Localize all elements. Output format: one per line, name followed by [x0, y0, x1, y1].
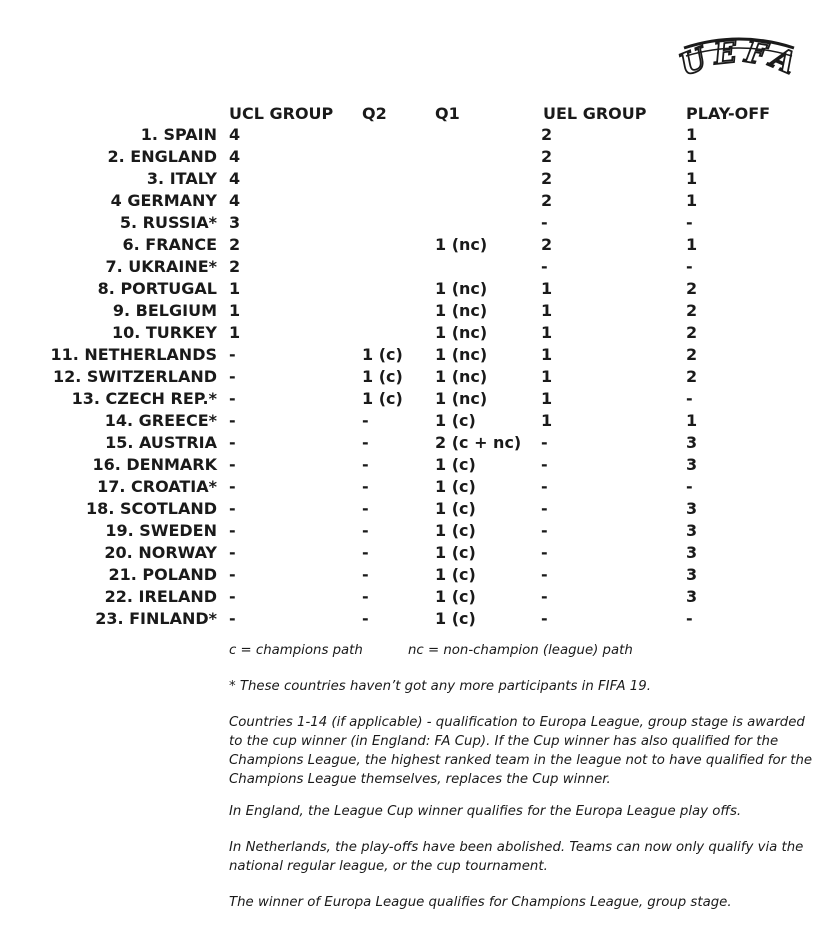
- country-name: 13. CZECH REP.*: [71, 389, 217, 408]
- country-name: 22. IRELAND: [104, 587, 217, 606]
- table-row: [0, 564, 840, 586]
- legend-champions: c = champions path: [229, 643, 363, 658]
- uel-group-cell: -: [541, 257, 548, 276]
- table-row: [0, 256, 840, 278]
- q2-cell: -: [362, 477, 369, 496]
- play-off-cell: -: [686, 213, 693, 232]
- ucl-group-cell: 4: [229, 125, 241, 144]
- play-off-cell: 2: [686, 323, 698, 342]
- q1-cell: 1 (nc): [435, 301, 488, 320]
- uel-group-cell: 1: [541, 279, 553, 298]
- ucl-group-cell: 4: [229, 169, 241, 188]
- legend: [229, 641, 814, 660]
- q1-cell: 1 (c): [435, 455, 476, 474]
- table-row: [0, 212, 840, 234]
- table-row: [0, 322, 840, 344]
- uel-group-cell: 2: [541, 147, 553, 166]
- play-off-cell: -: [686, 477, 693, 496]
- country-name: 10. TURKEY: [111, 323, 217, 342]
- ucl-group-cell: -: [229, 455, 236, 474]
- country-name: 2. ENGLAND: [107, 147, 217, 166]
- country-name: 17. CROATIA*: [97, 477, 217, 496]
- ucl-group-cell: -: [229, 499, 236, 518]
- uel-group-cell: -: [541, 433, 548, 452]
- q2-cell: -: [362, 499, 369, 518]
- ucl-group-cell: -: [229, 543, 236, 562]
- play-off-cell: -: [686, 257, 693, 276]
- q1-cell: 1 (nc): [435, 279, 488, 298]
- country-name: 9. BELGIUM: [112, 301, 217, 320]
- country-name: 19. SWEDEN: [105, 521, 217, 540]
- note-countries-1-14: Countries 1-14 (if applicable) - qualification to Europa League, group stage is awarded to the cup winner (in England: FA Cup). If the Cup winner has also qualified for the Champions League, the highest ranked team in the league not to have qualified for the Champions League themselves, replaces the Cup winner.: [229, 715, 813, 787]
- note-europa-winner: The winner of Europa League qualifies for Champions League, group stage.: [229, 895, 732, 910]
- country-name: 5. RUSSIA*: [119, 213, 217, 232]
- allocation-table: [0, 124, 840, 630]
- header-ucl-group: UCL GROUP: [229, 104, 334, 123]
- q2-cell: -: [362, 543, 369, 562]
- q2-cell: -: [362, 609, 369, 628]
- q2-cell: -: [362, 565, 369, 584]
- ucl-group-cell: -: [229, 433, 236, 452]
- table-row: [0, 190, 840, 212]
- play-off-cell: 2: [686, 301, 698, 320]
- ucl-group-cell: -: [229, 367, 236, 386]
- q2-cell: 1 (c): [362, 345, 403, 364]
- legend-non-champion: nc = non-champion (league) path: [408, 643, 633, 658]
- play-off-cell: 3: [686, 455, 698, 474]
- table-row: [0, 498, 840, 520]
- play-off-cell: 3: [686, 543, 698, 562]
- q1-cell: 1 (nc): [435, 345, 488, 364]
- q1-cell: 2 (c + nc): [435, 433, 522, 452]
- header-play-off: PLAY-OFF: [686, 104, 771, 123]
- ucl-group-cell: -: [229, 345, 236, 364]
- q1-cell: 1 (c): [435, 587, 476, 606]
- table-row: [0, 366, 840, 388]
- q2-cell: -: [362, 521, 369, 540]
- ucl-group-cell: -: [229, 521, 236, 540]
- q2-cell: -: [362, 433, 369, 452]
- country-name: 18. SCOTLAND: [86, 499, 217, 518]
- country-name: 15. AUSTRIA: [105, 433, 217, 452]
- q2-cell: 1 (c): [362, 389, 403, 408]
- q1-cell: 1 (c): [435, 521, 476, 540]
- header-uel-group: UEL GROUP: [543, 104, 647, 123]
- uel-group-cell: 2: [541, 191, 553, 210]
- play-off-cell: 2: [686, 367, 698, 386]
- country-name: 11. NETHERLANDS: [50, 345, 217, 364]
- ucl-group-cell: 2: [229, 235, 241, 254]
- country-name: 23. FINLAND*: [95, 609, 217, 628]
- q2-cell: -: [362, 411, 369, 430]
- q1-cell: 1 (c): [435, 477, 476, 496]
- country-name: 20. NORWAY: [104, 543, 217, 562]
- ucl-group-cell: -: [229, 389, 236, 408]
- table-row: [0, 300, 840, 322]
- country-name: 1. SPAIN: [140, 125, 217, 144]
- country-name: 6. FRANCE: [122, 235, 217, 254]
- q1-cell: 1 (nc): [435, 389, 488, 408]
- country-name: 8. PORTUGAL: [97, 279, 217, 298]
- uel-group-cell: 2: [541, 235, 553, 254]
- ucl-group-cell: -: [229, 411, 236, 430]
- note-star: * These countries haven’t got any more participants in FIFA 19.: [229, 679, 651, 694]
- uel-group-cell: 2: [541, 125, 553, 144]
- play-off-cell: 1: [686, 191, 698, 210]
- uel-group-cell: 1: [541, 301, 553, 320]
- q1-cell: 1 (c): [435, 609, 476, 628]
- table-row: [0, 124, 840, 146]
- q1-cell: 1 (c): [435, 565, 476, 584]
- uel-group-cell: 1: [541, 323, 553, 342]
- q1-cell: 1 (nc): [435, 367, 488, 386]
- uefa-logo: [664, 36, 814, 96]
- country-name: 21. POLAND: [108, 565, 217, 584]
- ucl-group-cell: -: [229, 587, 236, 606]
- play-off-cell: 3: [686, 499, 698, 518]
- ucl-group-cell: 4: [229, 147, 241, 166]
- play-off-cell: 2: [686, 345, 698, 364]
- play-off-cell: 3: [686, 565, 698, 584]
- q1-cell: 1 (c): [435, 499, 476, 518]
- table-row: [0, 344, 840, 366]
- note-netherlands: In Netherlands, the play-offs have been abolished. Teams can now only qualify via the national regular league, or the cup tournament.: [229, 840, 804, 874]
- table-row: [0, 520, 840, 542]
- table-row: [0, 410, 840, 432]
- uel-group-cell: -: [541, 499, 548, 518]
- play-off-cell: 1: [686, 147, 698, 166]
- uel-group-cell: -: [541, 565, 548, 584]
- uel-group-cell: 1: [541, 367, 553, 386]
- table-row: [0, 278, 840, 300]
- ucl-group-cell: 4: [229, 191, 241, 210]
- uel-group-cell: 1: [541, 389, 553, 408]
- uel-group-cell: -: [541, 587, 548, 606]
- header-q2: Q2: [362, 104, 387, 123]
- play-off-cell: -: [686, 609, 693, 628]
- uel-group-cell: -: [541, 213, 548, 232]
- table-row: [0, 234, 840, 256]
- q1-cell: 1 (c): [435, 411, 476, 430]
- play-off-cell: -: [686, 389, 693, 408]
- table-row: [0, 432, 840, 454]
- country-name: 4 GERMANY: [110, 191, 217, 210]
- q1-cell: 1 (nc): [435, 235, 488, 254]
- uel-group-cell: 1: [541, 345, 553, 364]
- header-q1: Q1: [435, 104, 460, 123]
- table-row: [0, 542, 840, 564]
- table-row: [0, 608, 840, 630]
- ucl-group-cell: 1: [229, 279, 241, 298]
- country-name: 7. UKRAINE*: [105, 257, 217, 276]
- q1-cell: 1 (c): [435, 543, 476, 562]
- ucl-group-cell: -: [229, 477, 236, 496]
- table-row: [0, 476, 840, 498]
- uel-group-cell: -: [541, 477, 548, 496]
- play-off-cell: 1: [686, 411, 698, 430]
- play-off-cell: 3: [686, 587, 698, 606]
- table-row: [0, 586, 840, 608]
- table-row: [0, 454, 840, 476]
- play-off-cell: 3: [686, 521, 698, 540]
- uel-group-cell: -: [541, 609, 548, 628]
- table-row: [0, 146, 840, 168]
- play-off-cell: 2: [686, 279, 698, 298]
- ucl-group-cell: 3: [229, 213, 241, 232]
- ucl-group-cell: -: [229, 565, 236, 584]
- ucl-group-cell: 2: [229, 257, 241, 276]
- note-england: In England, the League Cup winner qualifies for the Europa League play offs.: [229, 804, 742, 819]
- uel-group-cell: -: [541, 455, 548, 474]
- ucl-group-cell: 1: [229, 323, 241, 342]
- q2-cell: -: [362, 455, 369, 474]
- q1-cell: 1 (nc): [435, 323, 488, 342]
- country-name: 12. SWITZERLAND: [52, 367, 217, 386]
- play-off-cell: 1: [686, 125, 698, 144]
- ucl-group-cell: -: [229, 609, 236, 628]
- play-off-cell: 1: [686, 235, 698, 254]
- play-off-cell: 1: [686, 169, 698, 188]
- country-name: 14. GREECE*: [104, 411, 217, 430]
- q2-cell: 1 (c): [362, 367, 403, 386]
- country-name: 16. DENMARK: [92, 455, 217, 474]
- ucl-group-cell: 1: [229, 301, 241, 320]
- uel-group-cell: -: [541, 521, 548, 540]
- table-row: [0, 168, 840, 190]
- table-row: [0, 388, 840, 410]
- play-off-cell: 3: [686, 433, 698, 452]
- uel-group-cell: 2: [541, 169, 553, 188]
- country-name: 3. ITALY: [146, 169, 217, 188]
- svg-text:UEFA: UEFA: [674, 36, 807, 85]
- uel-group-cell: 1: [541, 411, 553, 430]
- q2-cell: -: [362, 587, 369, 606]
- uel-group-cell: -: [541, 543, 548, 562]
